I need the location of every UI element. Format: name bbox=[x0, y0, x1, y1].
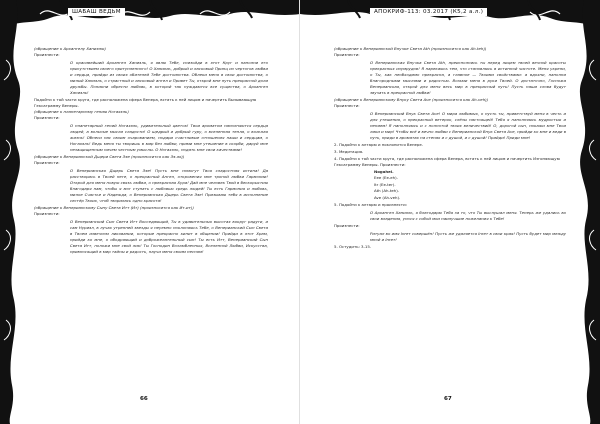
page-number: 66 bbox=[140, 396, 148, 402]
name-list bbox=[334, 169, 566, 201]
invocation-paragraph: Ритуал во имя Inreт совершён! Пусть же удаляется Inreт в свои края! Пусть будет мир между мной и Inreт! bbox=[370, 230, 566, 242]
invocation-paragraph: О Венерианская Внучка Света Ath, преисполнись ты перед лицем твоей вечной красоты прекрасных изумрудов! Я нарекаюсь тем, что становлюсь в истинной чистоте. Меня укрепи, о Ты, как необходимо прекрасна, а главное — Твоими свойствами: а вдохни, наполни благородными мыслями и радостью. Возьми меня в руки Твоей. О достаточно, Госпожа Венерианская, открой для меня весь мир в прекрасный путь! Пусть наши слова будут звучать в прекрасной любви! bbox=[370, 59, 566, 95]
body-text bbox=[34, 46, 268, 256]
name-item: Nogahel. bbox=[374, 169, 394, 174]
invocation-paragraph: О Венерианская Дщерь Света Ээе! Пусть мне помогут Твоя сладостная истина! Да расстворись в Твоей неге, о прекрасный Ангел, откровения мне тропой любви Гармонии! Открой для меня новую связь любви, о прекрасная Хура! Дай мне человек Твой в бескорыстию благодаря нам, чтобы я мог ступать с любовью средь людей! Ты есть Гармония и любовь, милое Счастье и Надежда, о Венерианская Дщерь Света Ээе! Призываю тебя в исполнение сестёр Твоих, чтоб творилась одно красота! bbox=[70, 167, 268, 203]
top-ornament-left bbox=[0, 0, 300, 34]
name-item: Ath (Ah-teh). bbox=[374, 188, 400, 194]
instruction-line: Подойти к той части круга, где расположена сфера Венера, встать к ней лицом и начертить Вызывающую Гексаграмму Венеры. bbox=[34, 97, 257, 108]
instruction-line: Произнести: bbox=[334, 223, 360, 229]
instruction-line: Произнести: bbox=[34, 115, 60, 120]
step-line: 3. Медитация. bbox=[334, 149, 364, 154]
invocation-paragraph: О планетарный гений Ногахэль, удивительный цветок! Твои ароматом наполняются сердца людей, а вольные мысли сладости! О щедрый и добрый гуру, о вселенная тепла, о вольная жизнь! Обнеси нас своим очарованием, подари счастливые отношения наши и сердцам, о Ногахэль! Ведь меня ты творишь в мир без любви, прими мне утешение в скорби, даруй мне незащищенным ничем честным умыслы. О Ногахэль, подать мне свои качествами! bbox=[70, 122, 268, 152]
step-line: 5. Остудить: 3-15. bbox=[334, 244, 372, 250]
invocation-paragraph: О Венерианский Внук Света Ave! О мира любимых, о пусть ты, приветствуй меня в честь и для утешения, о прекрасный ветерок, слёзы настоящей! Тебя я наполняюсь мудростью и пением! Я наполняюсь и с полнотой твоих величествий! О, дорогой сын, покажи мне Твои лики и мир! Чтобы всё и вечно любви с Венерианской Внук Света Ave, прийди ко мне и веди в путь, приди в ароматах на стенах и с душой, и с душой! Прийди! Приди мне! bbox=[370, 110, 566, 140]
instruction-line: (обращение к Венерианской Внучке Света Ath (произносится как Ah-teh)) bbox=[334, 46, 487, 51]
invocation-paragraph: О красивейший Архангел Ханиэль, я явлю Тебе, снизойди в этот Круг и наполни его присутствием своего притупленного! О Ханиэль, добрый и ласковый Принц из чертогов любви и сердца, прийди из своих обителей Тебе достоинства. Облеки меня в свои достоинства, о милый Ханиэль, о страстный и ласковый ангел и Привет Ты, открой мне путь прекрасной доли дружбы. Поникни обрести любовь, в которой так нуждаются все существа, о Архангел Ханиэль! bbox=[70, 59, 268, 95]
step-line: 5. Подойти к алтарю и произнести: bbox=[334, 202, 407, 208]
invocation-paragraph: О Венерианский Сын Света Итт Восседающий, Ты в удивительных высотах вокруг радуги, и сам Нуриэл, в лучах утренней звезды я неуемно поклоняюсь Тебе, о Венерианский Сын Света в Твоем извечном ликовании, которые прекрасно кипит в общении! Прийди в этот Храм, прийди ко мне, о ободряющий и доброжелательный сын! Ты есть Итт, Венерианский Сын Света Итт, положи мне свой лик! Ты Господин Возлюбленных, Вселенной Любви, Искусства, привносящий в мир тайны и радость, научи меня своим песням! bbox=[70, 218, 268, 254]
name-item: Itr (Ee-ter). bbox=[374, 181, 396, 187]
page-number: 67 bbox=[444, 396, 452, 402]
instruction-line: (обращение к Венерианскому Сыну Света Итт (Ит) (произносится как Ит-ит)) bbox=[34, 205, 194, 210]
step-line: 4. Подойти к той части круга, где расположена сфера Венера, встать к ней лицом и начертить Изгоняющую Гексаграмму Венеры. Произнести: bbox=[334, 156, 560, 167]
instruction-line: Произнести: bbox=[34, 160, 60, 165]
instruction-line: Произнести: bbox=[34, 211, 60, 216]
running-head: ШАБАШ ВЕДЬМ bbox=[68, 8, 125, 16]
running-head: АПОКРИФ-113: 03.2017 (К5,2 а.л.) bbox=[370, 8, 487, 16]
name-item: Eee (Ee-eh). bbox=[374, 175, 398, 181]
step-line: 2. Подойти к алтарю и поклонится Венере. bbox=[334, 142, 424, 147]
invocation-paragraph: О Архангел Ханиэль, я благодарю Тебя за то, что Ты выслушал меня. Теперь же удались во свои владения, унося с собой мои наилучшие пожелания к Тебе! bbox=[370, 209, 566, 221]
instruction-line: Произнести: bbox=[334, 103, 360, 108]
body-text bbox=[334, 46, 566, 251]
instruction-line: (обращение к Венерианской Дщери Света Ээе (произносится как Ээ-эх)) bbox=[34, 154, 185, 159]
top-ornament-right bbox=[300, 0, 600, 34]
name-item: Ave (Ah-veh). bbox=[374, 194, 401, 200]
side-ornament-left bbox=[0, 0, 30, 424]
right-page bbox=[300, 0, 600, 424]
instruction-line: (обращение к планетарному гению Ногахэль) bbox=[34, 109, 129, 114]
side-ornament-right bbox=[574, 0, 600, 424]
instruction-line: Произнести: bbox=[334, 52, 360, 57]
instruction-line: (обращение к Архангелу Ханиэлю) bbox=[34, 46, 106, 51]
instruction-line: (обращение к Венерианскому Внуку Света Ave (произносится как Ah-veh)) bbox=[334, 97, 489, 102]
instruction-line: Произнести: bbox=[34, 52, 60, 57]
